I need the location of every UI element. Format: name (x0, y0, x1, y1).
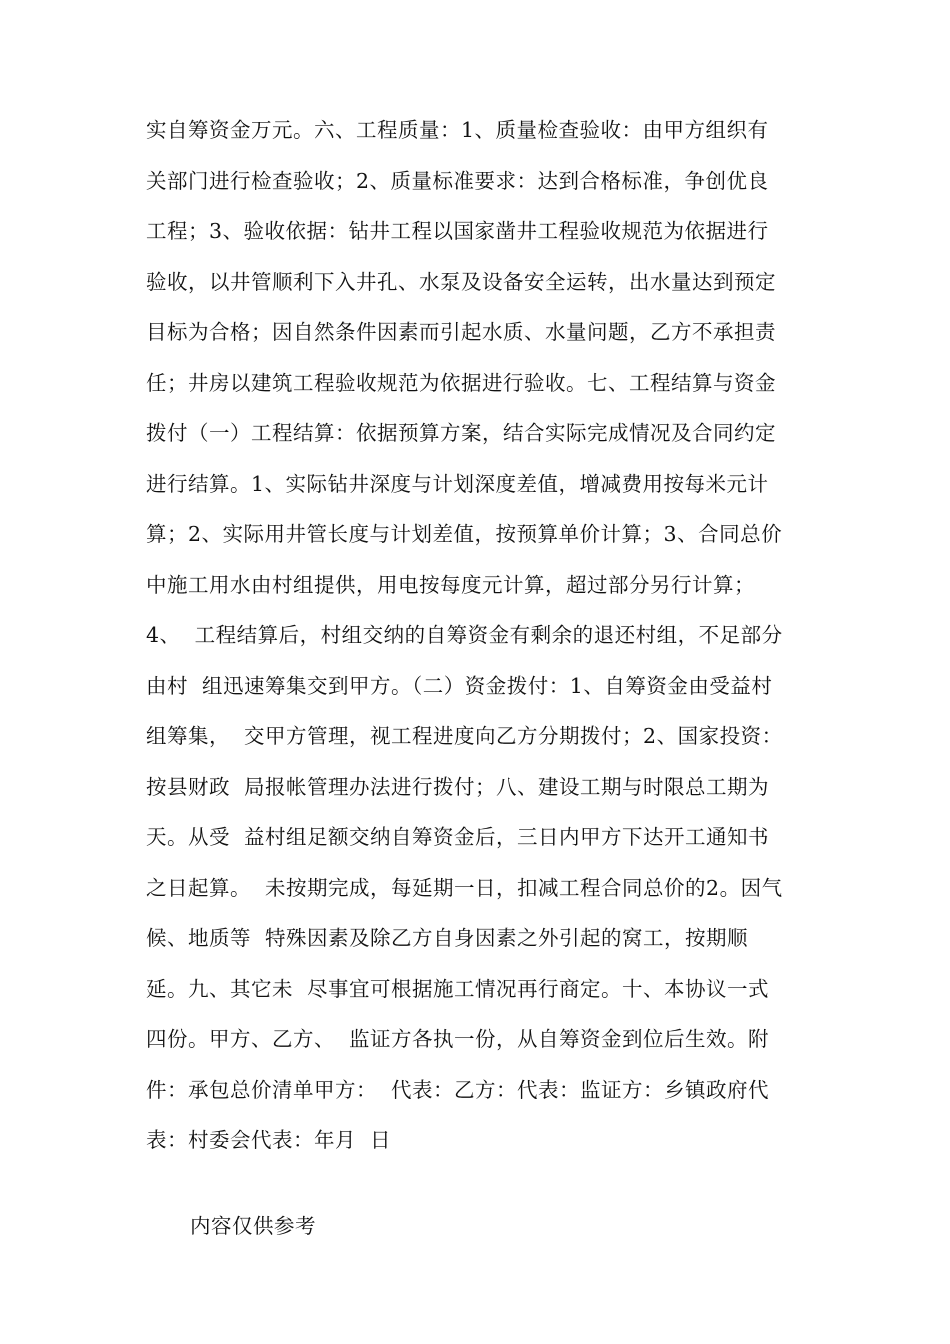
text-line: 天。从受 益村组足额交纳自筹资金后，三日内甲方下达开工通知书 (146, 825, 770, 849)
text-line: 4、 工程结算后，村组交纳的自筹资金有剩余的退还村组，不足部分 (146, 623, 783, 647)
text-line: 中施工用水由村组提供，用电按每度元计算，超过部分另行计算； (146, 572, 755, 597)
text-line: 按县财政 局报帐管理办法进行拨付；八、建设工期与时限总工期为 (146, 774, 770, 799)
text-line: 由村 组迅速筹集交到甲方。（二）资金拨付：1、自筹资金由受益村 (146, 673, 773, 698)
text-line: 表：村委会代表：年月 日 (146, 1128, 392, 1152)
text-line: 工程；3、验收依据：钻井工程以国家凿井工程验收规范为依据进行 (146, 219, 769, 243)
text-line: 算；2、实际用井管长度与计划差值，按预算单价计算；3、合同总价 (146, 522, 783, 546)
text-line: 之日起算。 未按期完成，每延期一日，扣减工程合同总价的2。因气 (146, 875, 783, 900)
text-line: 任；井房以建筑工程验收规范为依据进行验收。七、工程结算与资金 (146, 370, 776, 395)
text-line: 拨付（一）工程结算：依据预算方案，结合实际完成情况及合同约定 (146, 421, 776, 445)
footer-note: 内容仅供参考 (190, 1214, 316, 1238)
text-line: 件：承包总价清单甲方： 代表：乙方：代表：监证方：乡镇政府代 (146, 1077, 770, 1102)
text-line: 验收，以井管顺利下入井孔、水泵及设备安全运转，出水量达到预定 (146, 269, 776, 294)
text-line: 四份。甲方、乙方、 监证方各执一份，从自筹资金到位后生效。附 (146, 1027, 770, 1051)
text-line: 延。九、其它未 尽事宜可根据施工情况再行商定。十、本协议一式 (146, 976, 770, 1001)
text-line: 实自筹资金万元。六、工程质量：1、质量检查验收：由甲方组织有 (146, 118, 769, 142)
text-line: 进行结算。1、实际钻井深度与计划深度差值，增减费用按每米元计 (146, 471, 769, 496)
text-line: 目标为合格；因自然条件因素而引起水质、水量问题，乙方不承担责 (146, 320, 776, 344)
text-line: 候、地质等 特殊因素及除乙方自身因素之外引起的窝工，按期顺 (146, 926, 749, 950)
text-line: 关部门进行检查验收；2、质量标准要求：达到合格标准，争创优良 (146, 168, 769, 193)
document-body (146, 105, 826, 1166)
text-line: 组筹集， 交甲方管理，视工程进度向乙方分期拨付；2、国家投资： (146, 724, 783, 748)
